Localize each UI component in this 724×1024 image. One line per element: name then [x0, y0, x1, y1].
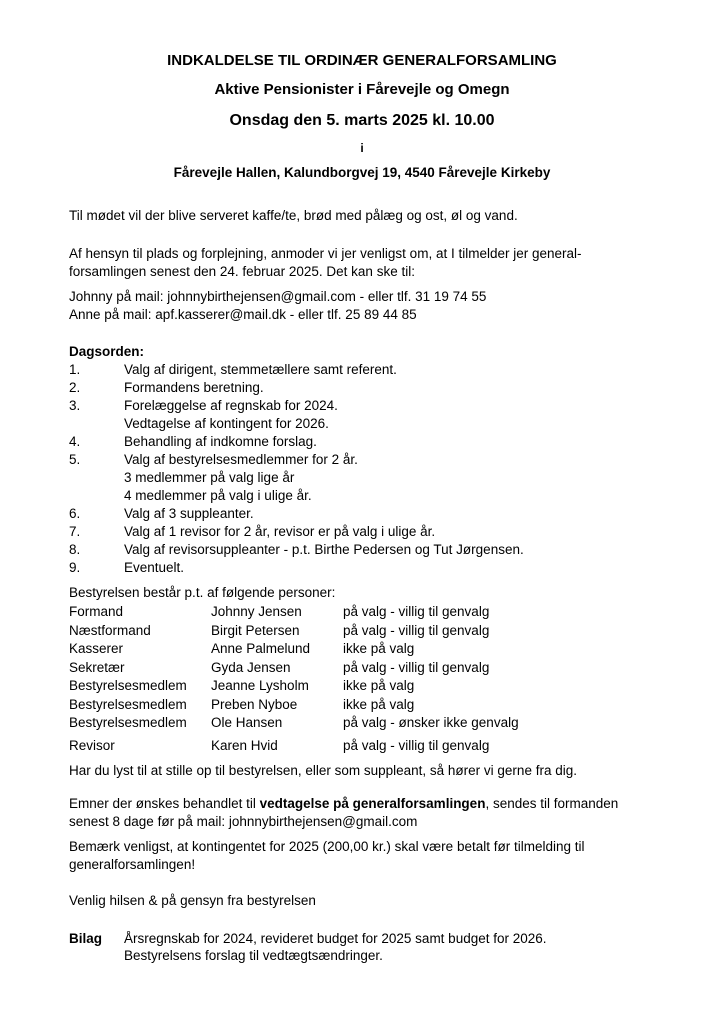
board-member-status: ikke på valg — [343, 641, 415, 656]
location-connector: i — [360, 141, 364, 155]
signup-text-2: forsamlingen senest den 24. februar 2025. Det kan ske til: — [69, 264, 415, 279]
meeting-location: Fårevejle Hallen, Kalundborgvej 19, 4540 Fårevejle Kirkeby — [173, 165, 551, 180]
topics-bold: vedtagelse på generalforsamlingen — [259, 796, 486, 811]
agenda-item-number: 9. — [69, 560, 81, 575]
agenda-item-number: 7. — [69, 524, 81, 539]
serving-text: Til mødet vil der blive serveret kaffe/te, brød med pålæg og ost, øl og vand. — [69, 208, 518, 223]
board-member-name: Birgit Petersen — [211, 622, 300, 638]
topics-post: , sendes til formanden — [485, 796, 619, 811]
contact-anne: Anne på mail: apf.kasserer@mail.dk - eller tlf. 25 89 44 85 — [69, 307, 417, 322]
organization-name: Aktive Pensionister i Fårevejle og Omegn — [214, 81, 510, 98]
attachments-label: Bilag — [69, 931, 103, 946]
board-member-name: Ole Hansen — [211, 715, 283, 730]
fee-text-2: generalforsamlingen! — [69, 857, 196, 872]
board-member-name: Gyda Jensen — [211, 659, 291, 675]
document-title: INDKALDELSE TIL ORDINÆR GENERALFORSAMLING — [167, 52, 557, 69]
attachment-item: Årsregnskab for 2024, revideret budget for 2025 samt budget for 2026. — [124, 931, 547, 946]
agenda-item-number: 1. — [69, 362, 81, 377]
agenda-item-text: 4 medlemmer på valg i ulige år. — [124, 488, 312, 503]
agenda-item-number: 6. — [69, 506, 81, 521]
board-member-name: Jeanne Lysholm — [211, 678, 309, 693]
agenda-item-number: 8. — [69, 542, 81, 557]
board-member-role: Formand — [69, 604, 124, 619]
board-member-role: Bestyrelsesmedlem — [69, 715, 187, 730]
agenda-item-number: 3. — [69, 398, 81, 413]
board-intro: Bestyrelsen består p.t. af følgende personer: — [69, 585, 336, 600]
board-member-status: ikke på valg — [343, 678, 415, 693]
agenda-item-text: Formandens beretning. — [124, 380, 264, 395]
signup-text-1: Af hensyn til plads og forplejning, anmoder vi jer venligst om, at I tilmelder jer general- — [69, 246, 582, 261]
board-member-name: Anne Palmelund — [211, 641, 311, 656]
board-member-role: Sekretær — [69, 659, 125, 675]
board-member-role: Bestyrelsesmedlem — [69, 678, 187, 693]
agenda-item-text: 3 medlemmer på valg lige år — [124, 470, 295, 485]
agenda-heading: Dagsorden: — [69, 344, 145, 359]
topics-text-1 — [69, 795, 618, 813]
agenda-item-text: Behandling af indkomne forslag. — [124, 434, 317, 449]
meeting-date: Onsdag den 5. marts 2025 kl. 10.00 — [229, 112, 495, 129]
attachment-item: Bestyrelsens forslag til vedtægtsændringer. — [124, 948, 383, 963]
board-member-status: på valg - villig til genvalg — [343, 659, 490, 675]
auditor-name: Karen Hvid — [211, 738, 278, 753]
board-member-status: på valg - villig til genvalg — [343, 622, 490, 638]
board-member-role: Næstformand — [69, 622, 151, 638]
agenda-item-text: Eventuelt. — [124, 560, 185, 575]
agenda-item-text: Valg af 3 suppleanter. — [124, 506, 254, 521]
topics-pre: Emner der ønskes behandlet til — [69, 796, 260, 811]
board-member-role: Kasserer — [69, 641, 124, 656]
agenda-item-text: Valg af dirigent, stemmetællere samt referent. — [124, 362, 397, 377]
board-member-status: på valg - villig til genvalg — [343, 604, 490, 619]
interest-text: Har du lyst til at stille op til bestyrelsen, eller som suppleant, så hører vi gerne fra dig. — [69, 763, 577, 778]
board-member-status: ikke på valg — [343, 696, 415, 712]
agenda-item-number: 2. — [69, 380, 81, 395]
auditor-role: Revisor — [69, 738, 115, 753]
board-member-name: Johnny Jensen — [211, 604, 302, 619]
board-member-name: Preben Nyboe — [211, 696, 298, 712]
agenda-item-number: 5. — [69, 452, 81, 467]
agenda-item-text: Valg af bestyrelsesmedlemmer for 2 år. — [124, 452, 358, 467]
agenda-item-text: Valg af 1 revisor for 2 år, revisor er på valg i ulige år. — [124, 524, 436, 539]
topics-text-2: senest 8 dage før på mail: johnnybirthejensen@gmail.com — [69, 814, 418, 829]
contact-johnny: Johnny på mail: johnnybirthejensen@gmail.com - eller tlf. 31 19 74 55 — [69, 289, 487, 304]
greeting: Venlig hilsen & på gensyn fra bestyrelsen — [69, 893, 316, 908]
agenda-item-text: Valg af revisorsuppleanter - p.t. Birthe Pedersen og Tut Jørgensen. — [124, 542, 524, 557]
fee-text-1: Bemærk venligst, at kontingentet for 2025 (200,00 kr.) skal være betalt før tilmelding til — [69, 839, 585, 854]
board-member-status: på valg - ønsker ikke genvalg — [343, 715, 519, 730]
agenda-item-number: 4. — [69, 434, 81, 449]
agenda-item-text: Forelæggelse af regnskab for 2024. — [124, 398, 338, 413]
board-member-role: Bestyrelsesmedlem — [69, 696, 187, 712]
auditor-status: på valg - villig til genvalg — [343, 738, 490, 753]
agenda-item-text: Vedtagelse af kontingent for 2026. — [124, 416, 329, 431]
